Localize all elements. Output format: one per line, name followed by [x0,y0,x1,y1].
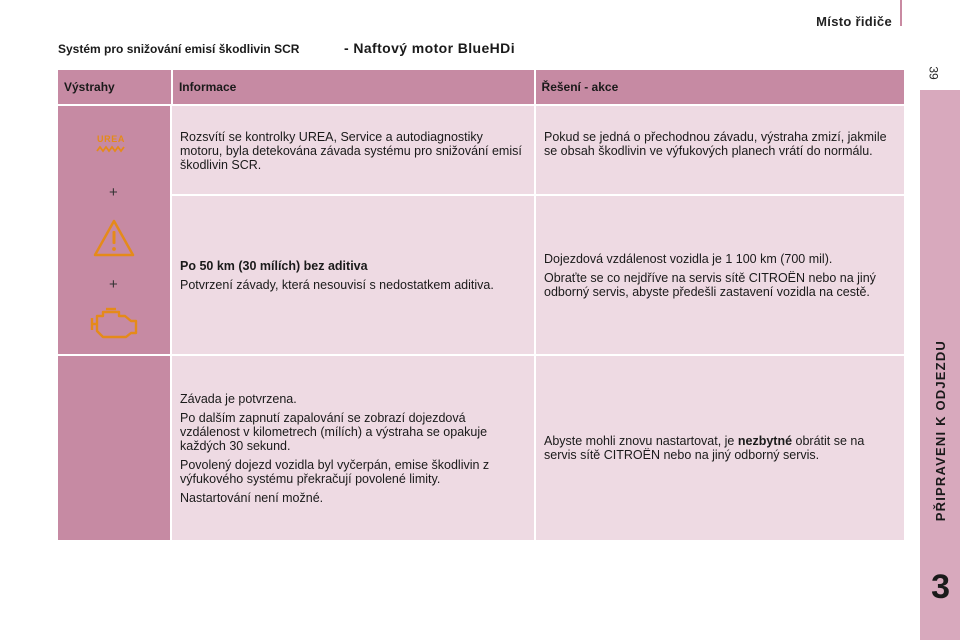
table-header-row [58,70,904,104]
table-row-1-action [536,106,904,194]
table-body [58,106,904,540]
table-row-3-info [172,356,534,540]
section-subtitle: - Naftový motor BlueHDi [344,40,515,56]
info-text: Po dalším zapnutí zapalování se zobrazí dojezdová vzdálenost v kilometrech (mílích) a výstraha se opakuje každých 30 sekund. [180,410,488,453]
info-text: Závada je potvrzena. [180,391,297,406]
warning-icons-cell-empty [58,356,170,540]
section-title: Systém pro snižování emisí škodlivin SCR [58,42,300,56]
chapter-number: 3 [931,568,950,606]
table-row-2-info [172,196,534,354]
chapter-title: PŘIPRAVENI K ODJEZDU [933,340,948,522]
action-text-emphasis: nezbytné [737,434,793,448]
action-text: Dojezdová vzdálenost vozidla je 1 100 km (700 mil). [544,251,833,266]
urea-icon-label: UREA [97,134,125,144]
column-header-information: Informace [173,70,536,104]
urea-waves-icon [96,145,126,153]
info-text: Povolený dojezd vozidla byl vyčerpán, emise škodlivin z výfukového systému překračují povolené limity. [180,457,490,486]
action-text [544,434,896,462]
table-row-2-action [536,196,904,354]
info-bold-text: Po 50 km (30 mílích) bez aditiva [180,258,368,273]
info-text: Nastartování není možné. [180,490,324,505]
action-text: Obraťte se co nejdříve na servis sítě CITROËN nebo na jiný odborný servis, abyste předešli zastavení vozidla na cestě. [544,270,876,299]
info-text: Potvrzení závady, která nesouvisí s nedostatkem aditiva. [180,277,494,292]
table-row-3-action [536,356,904,540]
page-header-title: Místo řidiče [816,14,892,29]
plus-sign: + [109,184,118,201]
warnings-table [58,70,904,540]
page-number: 39 [926,66,941,80]
table-row-1-info [172,106,534,194]
info-text: Rozsvítí se kontrolky UREA, Service a autodiagnostiky motoru, byla detekována závada systému pro snižování emisí škodlivin SCR. [180,130,522,172]
column-header-warnings: Výstrahy [58,70,173,104]
action-text-start: Abyste mohli znovu nastartovat, je [544,434,738,448]
column-header-action: Řešení - akce [541,80,619,94]
header-rule [900,0,902,26]
warning-triangle-icon [92,218,136,258]
urea-icon [96,134,126,153]
warning-icons-cell [58,106,170,354]
engine-check-icon [88,304,140,340]
action-text-end: obrátit se na servis sítě CITROËN nebo na jiný odborný servis. [544,434,865,462]
action-text: Pokud se jedná o přechodnou závadu, výstraha zmizí, jakmile se obsah škodlivin ve výfukových planech vrátí do normálu. [544,130,887,158]
plus-sign: + [109,276,118,293]
